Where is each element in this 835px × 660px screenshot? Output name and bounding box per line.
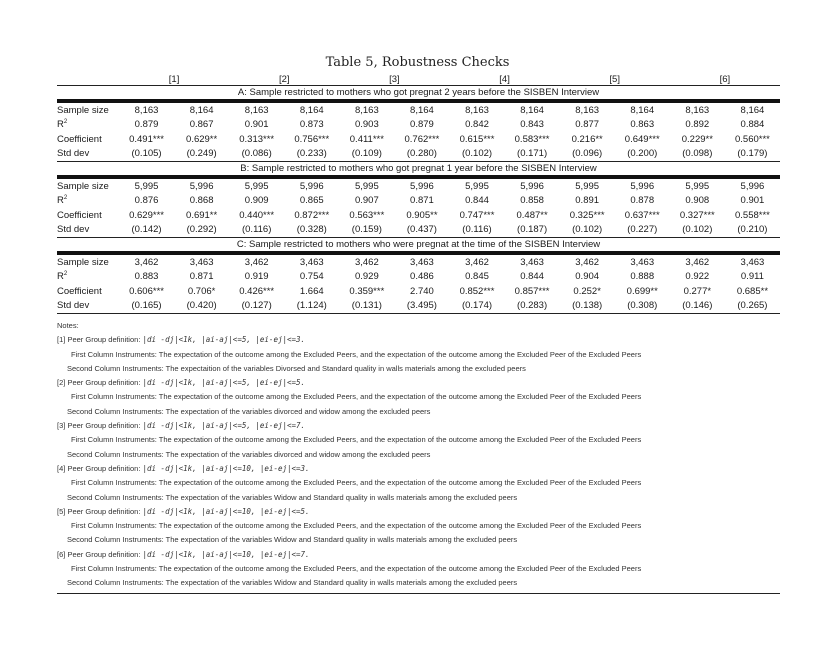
table-cell: (0.210) <box>725 223 780 238</box>
table-cell: 0.908 <box>685 195 710 207</box>
column-header: [4] <box>449 73 559 86</box>
table-cell: 0.699** <box>626 285 658 297</box>
table-cell: 0.843 <box>520 119 544 131</box>
panel-title-row <box>57 238 780 254</box>
note-number: [2] <box>57 378 66 388</box>
panel-title: B: Sample restricted to mothers who got pregnat 1 year before the SISBEN Interview <box>57 162 780 178</box>
table-cell: (0.420) <box>174 299 229 314</box>
table-cell: 8,164 <box>299 104 324 116</box>
table-cell: 0.486 <box>410 271 434 283</box>
row-label-text: Coefficient <box>57 209 102 221</box>
row-label <box>57 208 119 223</box>
table-cell: 0.706* <box>187 285 216 297</box>
peer-group-definition: |di -dj|<1k, |ai-aj|<=10, |ei-ej|<=3. <box>142 463 310 473</box>
column-header: [1] <box>119 73 229 86</box>
table-cell: 8,163 <box>244 104 269 116</box>
table-cell: 0.691** <box>186 209 218 221</box>
table-cell: (0.146) <box>670 299 725 314</box>
peer-group-definition: |di -dj|<1k, |ai-aj|<=5, |ei-ej|<=7. <box>142 421 306 431</box>
note-second-column-instruments: Second Column Instruments: The expectation of the variables Widow and Standard quality in walls materials among the excluded peers <box>67 578 518 588</box>
table-cell: 5,995 <box>465 180 489 192</box>
note-second-column-instruments: Second Column Instruments: The expectation of the variables divorced and widow among the excluded peers <box>67 406 431 416</box>
table-cell: 0.867 <box>189 119 214 131</box>
table-cell: 0.756*** <box>294 133 330 145</box>
table-cell: 0.929 <box>354 271 379 283</box>
table-cell: 8,164 <box>520 104 544 116</box>
table-cell: (0.102) <box>560 223 615 238</box>
table-cell: 0.277* <box>683 285 712 297</box>
table-cell: 0.871 <box>189 271 214 283</box>
table-row <box>57 208 780 223</box>
table-cell: 3,462 <box>465 256 489 268</box>
peer-group-definition: |di -dj|<1k, |ai-aj|<=5, |ei-ej|<=5. <box>142 378 306 388</box>
note-number: [6] <box>57 549 66 559</box>
note-number: [5] <box>57 506 66 516</box>
table-cell: (0.127) <box>229 299 284 314</box>
row-label-text: Std dev <box>57 300 90 312</box>
table-cell: 0.327*** <box>679 209 715 221</box>
table-cell: (0.171) <box>505 147 560 162</box>
row-label-text: Std dev <box>57 224 90 236</box>
table-cell: 8,163 <box>575 104 600 116</box>
note-definition-line <box>57 419 780 433</box>
table-cell: (0.174) <box>449 299 504 314</box>
row-label <box>57 284 119 299</box>
note-number: [1] <box>57 335 66 345</box>
table-cell: (0.200) <box>615 147 670 162</box>
row-label <box>57 177 119 194</box>
table-cell: 0.426*** <box>239 285 275 297</box>
table-cell: 3,463 <box>520 256 544 268</box>
table-cell: 0.857*** <box>514 285 550 297</box>
table-row <box>57 194 780 209</box>
row-label <box>57 194 119 209</box>
table-cell: 0.884 <box>740 119 765 131</box>
table-cell: (0.159) <box>339 223 394 238</box>
table-title: Table 5, Robustness Checks <box>325 55 510 70</box>
note-prefix: Peer Group definition: <box>67 378 141 388</box>
peer-group-definition: |di -dj|<1k, |ai-aj|<=5, |ei-ej|<=3. <box>142 335 306 345</box>
table-row <box>57 147 780 162</box>
column-header: [3] <box>339 73 449 86</box>
note-definition-line <box>57 505 780 519</box>
row-label-text: R <box>57 119 64 131</box>
table-cell: 0.629** <box>186 133 218 145</box>
table-cell: (0.249) <box>174 147 229 162</box>
table-cell: 3,462 <box>244 256 269 268</box>
table-cell: 5,995 <box>575 180 600 192</box>
table-cell: (0.437) <box>394 223 449 238</box>
table-cell: (0.308) <box>615 299 670 314</box>
table-cell: 1.664 <box>299 285 324 297</box>
robustness-table-container <box>57 73 780 314</box>
note-first-column-instruments: First Column Instruments: The expectation of the outcome among the Excluded Peers, and the expectation of the outcome among the Excluded Peer of the Excluded Peers <box>71 349 642 359</box>
table-cell: 0.907 <box>354 195 379 207</box>
table-cell: (0.165) <box>119 299 174 314</box>
table-cell: 5,996 <box>410 180 434 192</box>
row-label-text: Sample size <box>57 180 109 192</box>
peer-group-definition: |di -dj|<1k, |ai-aj|<=10, |ei-ej|<=5. <box>142 506 310 516</box>
note-prefix: Peer Group definition: <box>67 335 141 345</box>
note-second-column-instruments: Second Column Instruments: The expectaition of the variables Divorsed and Standard quality in walls materials among the excluded peers <box>67 363 526 373</box>
table-cell: 0.583*** <box>514 133 550 145</box>
table-cell: (0.096) <box>560 147 615 162</box>
table-cell: 3,463 <box>740 256 765 268</box>
note-second-column-instruments: Second Column Instruments: The expectation of the variables Widow and Standard quality in walls materials among the excluded peers <box>67 535 518 545</box>
table-cell: 0.905** <box>406 209 438 221</box>
table-cell: (0.098) <box>670 147 725 162</box>
row-label-text: Std dev <box>57 148 90 160</box>
table-cell: 0.685** <box>736 285 769 297</box>
table-row <box>57 299 780 314</box>
table-cell: 0.487** <box>516 209 548 221</box>
table-cell: 0.629*** <box>129 209 164 221</box>
note-first-column-instruments: First Column Instruments: The expectation of the outcome among the Excluded Peers, and the expectation of the outcome among the Excluded Peer of the Excluded Peers <box>71 521 642 531</box>
table-cell: (0.292) <box>174 223 229 238</box>
row-label-superscript: 2 <box>63 271 68 278</box>
table-cell: 0.877 <box>575 119 600 131</box>
note-prefix: Peer Group definition: <box>67 549 141 559</box>
table-cell: 0.229** <box>681 133 713 145</box>
row-label-superscript: 2 <box>63 195 68 202</box>
table-cell: 0.852*** <box>459 285 495 297</box>
table-cell: (0.102) <box>449 147 504 162</box>
note-prefix: Peer Group definition: <box>67 421 141 431</box>
table-cell: 3,462 <box>134 256 159 268</box>
table-cell: 3,462 <box>575 256 600 268</box>
table-cell: (3.495) <box>394 299 449 314</box>
table-cell: 0.876 <box>134 195 159 207</box>
note-prefix: Peer Group definition: <box>67 506 141 516</box>
table-cell: 8,163 <box>354 104 379 116</box>
table-cell: (0.116) <box>229 223 284 238</box>
row-label <box>57 132 119 147</box>
table-cell: (0.283) <box>505 299 560 314</box>
note-first-column-instruments: First Column Instruments: The expectation of the outcome among the Excluded Peers, and the expectation of the outcome among the Excluded Peer of the Excluded Peers <box>71 392 642 402</box>
table-cell: 0.903 <box>354 119 379 131</box>
table-cell: 0.891 <box>575 195 600 207</box>
note-definition-line <box>57 376 780 390</box>
column-header: [5] <box>560 73 670 86</box>
table-cell: 3,462 <box>354 256 379 268</box>
table-cell: 0.558*** <box>734 209 770 221</box>
row-label-text: R <box>57 195 64 207</box>
table-cell: 0.563*** <box>349 209 385 221</box>
table-cell: 5,995 <box>685 180 710 192</box>
table-cell: 5,995 <box>354 180 379 192</box>
table-cell: (0.142) <box>119 223 174 238</box>
table-cell: 3,463 <box>410 256 434 268</box>
table-cell: 0.873 <box>299 119 324 131</box>
note-number: [3] <box>57 421 66 431</box>
table-cell: 0.872*** <box>294 209 330 221</box>
table-cell: 0.325*** <box>569 209 605 221</box>
table-cell: (1.124) <box>284 299 339 314</box>
table-cell: 0.919 <box>244 271 269 283</box>
table-cell: 0.892 <box>685 119 710 131</box>
table-row <box>57 118 780 133</box>
table-cell: 8,163 <box>134 104 159 116</box>
panel-title: C: Sample restricted to mothers who were pregnat at the time of the SISBEN Interview <box>57 238 780 254</box>
note-definition-line <box>57 462 780 476</box>
table-cell: 5,996 <box>740 180 765 192</box>
table-row <box>57 253 780 270</box>
table-cell: 0.747*** <box>459 209 495 221</box>
note-second-column-instruments: Second Column Instruments: The expectation of the variables Widow and Standard quality in walls materials among the excluded peers <box>67 492 518 502</box>
table-row <box>57 177 780 194</box>
column-header-blank <box>57 73 119 86</box>
note-first-column-instruments: First Column Instruments: The expectation of the outcome among the Excluded Peers, and the expectation of the outcome among the Excluded Peer of the Excluded Peers <box>71 564 642 574</box>
table-body <box>57 73 780 314</box>
note-definition-line <box>57 548 780 562</box>
row-label <box>57 118 119 133</box>
table-cell: 0.879 <box>134 119 159 131</box>
table-cell: 0.878 <box>630 195 655 207</box>
table-cell: (0.138) <box>560 299 615 314</box>
table-cell: 0.879 <box>410 119 434 131</box>
table-row <box>57 270 780 285</box>
table-cell: 8,163 <box>465 104 489 116</box>
table-cell: 0.491*** <box>129 133 164 145</box>
table-cell: 0.252* <box>573 285 601 297</box>
table-cell: 0.865 <box>299 195 324 207</box>
row-label <box>57 147 119 162</box>
row-label-superscript: 2 <box>63 119 68 126</box>
table-cell: 5,995 <box>244 180 269 192</box>
note-definition-line <box>57 333 780 347</box>
table-cell: 0.637*** <box>624 209 660 221</box>
table-cell: (0.086) <box>229 147 284 162</box>
panel-title-row <box>57 86 780 102</box>
table-cell: 8,164 <box>410 104 434 116</box>
table-cell: (0.328) <box>284 223 339 238</box>
table-cell: 0.858 <box>520 195 544 207</box>
table-cell: 0.649*** <box>624 133 660 145</box>
table-cell: 0.871 <box>410 195 434 207</box>
row-label-text: Coefficient <box>57 285 102 297</box>
table-cell: (0.179) <box>725 147 780 162</box>
row-label <box>57 253 119 270</box>
table-cell: 0.922 <box>685 271 710 283</box>
table-cell: 8,164 <box>630 104 655 116</box>
row-label <box>57 223 119 238</box>
table-cell: 0.845 <box>465 271 489 283</box>
row-label <box>57 299 119 314</box>
table-row <box>57 132 780 147</box>
table-cell: 0.901 <box>244 119 269 131</box>
table-cell: (0.109) <box>339 147 394 162</box>
row-label-text: Sample size <box>57 104 109 116</box>
table-cell: 0.411*** <box>349 133 384 145</box>
table-cell: 0.888 <box>630 271 655 283</box>
table-cell: 0.909 <box>244 195 269 207</box>
column-header: [2] <box>229 73 339 86</box>
table-cell: 3,463 <box>630 256 655 268</box>
row-label-text: R <box>57 271 64 283</box>
row-label <box>57 101 119 118</box>
row-label <box>57 270 119 285</box>
table-cell: 0.911 <box>740 271 764 283</box>
panel-title-row <box>57 162 780 178</box>
robustness-table <box>57 73 780 314</box>
table-cell: 3,463 <box>299 256 324 268</box>
table-cell: 0.844 <box>520 271 544 283</box>
table-cell: 5,995 <box>134 180 159 192</box>
table-cell: (0.131) <box>339 299 394 314</box>
table-cell: 8,164 <box>740 104 765 116</box>
table-notes <box>57 319 780 594</box>
table-cell: 3,462 <box>685 256 710 268</box>
table-row <box>57 101 780 118</box>
table-cell: 8,163 <box>685 104 710 116</box>
table-cell: (0.105) <box>119 147 174 162</box>
notes-heading: Notes: <box>57 321 79 330</box>
table-cell: 0.359*** <box>349 285 385 297</box>
note-number: [4] <box>57 463 66 473</box>
table-cell: 2.740 <box>410 285 434 297</box>
table-cell: 0.615*** <box>459 133 495 145</box>
table-cell: 3,463 <box>189 256 214 268</box>
table-cell: 5,996 <box>189 180 214 192</box>
note-first-column-instruments: First Column Instruments: The expectation of the outcome among the Excluded Peers, and the expectation of the outcome among the Excluded Peer of the Excluded Peers <box>71 478 642 488</box>
table-cell: (0.116) <box>449 223 504 238</box>
table-cell: 0.440*** <box>239 209 275 221</box>
table-cell: 0.868 <box>189 195 214 207</box>
table-row <box>57 223 780 238</box>
note-first-column-instruments: First Column Instruments: The expectation of the outcome among the Excluded Peers, and the expectation of the outcome among the Excluded Peer of the Excluded Peers <box>71 435 642 445</box>
panel-title: A: Sample restricted to mothers who got pregnat 2 years before the SISBEN Interview <box>57 86 780 102</box>
table-cell: 0.216** <box>571 133 603 145</box>
table-cell: (0.227) <box>615 223 670 238</box>
column-header-row <box>57 73 780 86</box>
table-cell: 0.762*** <box>404 133 440 145</box>
table-cell: 8,164 <box>189 104 214 116</box>
table-cell: 0.863 <box>630 119 655 131</box>
note-prefix: Peer Group definition: <box>67 463 141 473</box>
column-header: [6] <box>670 73 780 86</box>
table-row <box>57 284 780 299</box>
table-cell: (0.233) <box>284 147 339 162</box>
table-cell: 5,996 <box>630 180 655 192</box>
row-label-text: Sample size <box>57 256 109 268</box>
table-cell: (0.280) <box>394 147 449 162</box>
table-cell: 0.313*** <box>239 133 275 145</box>
table-cell: 0.842 <box>465 119 489 131</box>
table-cell: (0.187) <box>505 223 560 238</box>
table-cell: (0.265) <box>725 299 780 314</box>
table-cell: 0.606*** <box>129 285 164 297</box>
table-cell: (0.102) <box>670 223 725 238</box>
table-cell: 0.844 <box>465 195 489 207</box>
table-cell: 5,996 <box>520 180 544 192</box>
note-second-column-instruments: Second Column Instruments: The expectation of the variables divorced and widow among the excluded peers <box>67 449 431 459</box>
table-cell: 0.904 <box>575 271 600 283</box>
table-cell: 0.901 <box>740 195 765 207</box>
table-cell: 0.883 <box>134 271 159 283</box>
table-cell: 5,996 <box>299 180 324 192</box>
table-cell: 0.560*** <box>734 133 770 145</box>
row-label-text: Coefficient <box>57 133 102 145</box>
peer-group-definition: |di -dj|<1k, |ai-aj|<=10, |ei-ej|<=7. <box>142 549 310 559</box>
table-cell: 0.754 <box>299 271 324 283</box>
